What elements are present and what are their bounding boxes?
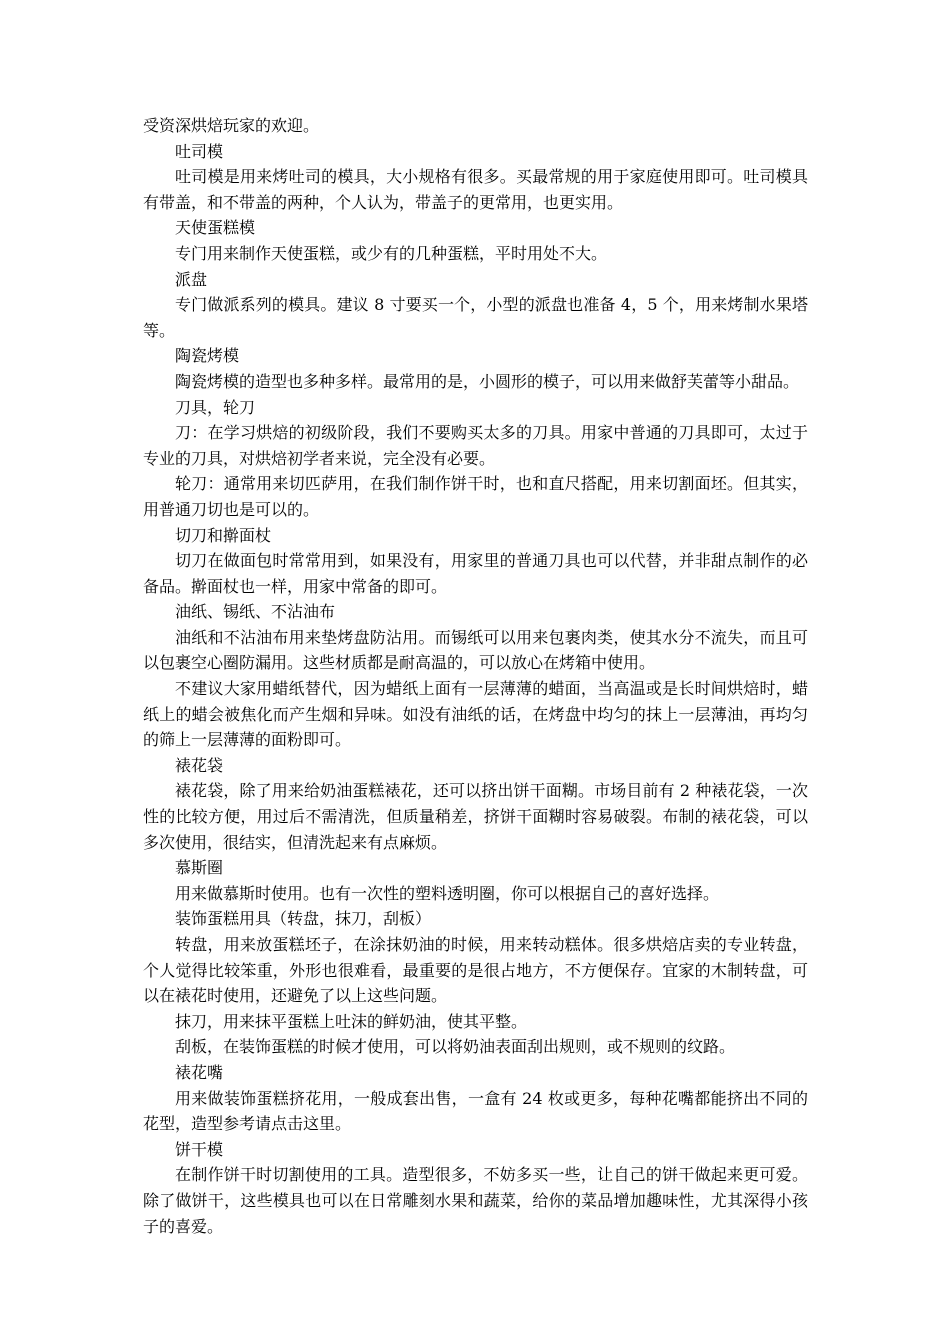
heading-mousse-ring: 慕斯圈 <box>175 858 224 878</box>
paragraph-cookie-cutter: 在制作饼干时切割使用的工具。造型很多，不妨多买一些，让自己的饼干做起来更可爱。除了做饼干，这些模具也可以在日常雕刻水果和蔬菜，给你的菜品增加趣味性，尤其深得小孩子的喜爱。 <box>143 1165 808 1236</box>
heading-pie-pan: 派盘 <box>175 269 208 289</box>
paragraph-intro: 受资深烘焙玩家的欢迎。 <box>143 116 320 135</box>
document-page <box>143 113 808 1239</box>
paragraph-angel-cake-mold: 专门用来制作天使蛋糕，或少有的几种蛋糕，平时用处不大。 <box>175 243 608 263</box>
paragraph-spatula: 抹刀，用来抹平蛋糕上吐沫的鲜奶油，使其平整。 <box>175 1011 528 1031</box>
paragraph-piping-bag: 裱花袋，除了用来给奶油蛋糕裱花，还可以挤出饼干面糊。市场目前有 2 种裱花袋，一次性的比较方便，用过后不需清洗，但质量稍差，挤饼干面糊时容易破裂。布制的裱花袋，可以多次使用，很结实，但清洗起来有点麻烦。 <box>143 781 808 852</box>
heading-knives: 刀具，轮刀 <box>175 397 256 417</box>
paragraph-wheel-cutter: 轮刀：通常用来切匹萨用，在我们制作饼干时，也和直尺搭配，用来切割面坯。但其实，用普通刀切也是可以的。 <box>143 474 808 519</box>
paragraph-pie-pan: 专门做派系列的模具。建议 8 寸要买一个，小型的派盘也准备 4，5 个，用来烤制水果塔等。 <box>143 295 808 340</box>
heading-piping-tips: 裱花嘴 <box>175 1062 224 1082</box>
heading-decorating-tools: 装饰蛋糕用具（转盘，抹刀，刮板） <box>175 909 432 929</box>
paragraph-ceramic-mold: 陶瓷烤模的造型也多种多样。最常用的是，小圆形的模子，可以用来做舒芙蕾等小甜品。 <box>175 371 800 391</box>
heading-cookie-cutter: 饼干模 <box>175 1139 224 1159</box>
heading-baking-paper: 油纸、锡纸、不沾油布 <box>175 602 336 622</box>
heading-cutter-rolling-pin: 切刀和擀面杖 <box>175 525 272 545</box>
paragraph-cutter-rolling-pin: 切刀在做面包时常常用到，如果没有，用家里的普通刀具也可以代替，并非甜点制作的必备品。擀面杖也一样，用家中常备的即可。 <box>143 551 808 596</box>
paragraph-turntable: 转盘，用来放蛋糕坯子，在涂抹奶油的时候，用来转动糕体。很多烘焙店卖的专业转盘，个人觉得比较笨重，外形也很难看，最重要的是很占地方，不方便保存。宜家的木制转盘，可以在裱花时使用，还避免了以上这些问题。 <box>143 935 808 1006</box>
paragraph-piping-tips: 用来做装饰蛋糕挤花用，一般成套出售，一盒有 24 枚或更多，每种花嘴都能挤出不同的花型，造型参考请点击这里。 <box>143 1088 808 1134</box>
heading-toast-mold: 吐司模 <box>175 141 224 161</box>
heading-piping-bag: 裱花袋 <box>175 755 224 775</box>
paragraph-toast-mold: 吐司模是用来烤吐司的模具，大小规格有很多。买最常规的用于家庭使用即可。吐司模具有带盖，和不带盖的两种，个人认为，带盖子的更常用，也更实用。 <box>143 167 808 212</box>
heading-ceramic-mold: 陶瓷烤模 <box>175 346 240 366</box>
paragraph-scraper: 刮板，在装饰蛋糕的时候才使用，可以将奶油表面刮出规则，或不规则的纹路。 <box>175 1037 736 1057</box>
paragraph-knife: 刀：在学习烘焙的初级阶段，我们不要购买太多的刀具。用家中普通的刀具即可，太过于专业的刀具，对烘焙初学者来说，完全没有必要。 <box>143 423 808 468</box>
paragraph-mousse-ring: 用来做慕斯时使用。也有一次性的塑料透明圈，你可以根据自己的喜好选择。 <box>175 883 720 903</box>
paragraph-wax-paper: 不建议大家用蜡纸替代，因为蜡纸上面有一层薄薄的蜡面，当高温或是长时间烘焙时，蜡纸上的蜡会被焦化而产生烟和异味。如没有油纸的话，在烤盘中均匀的抹上一层薄油，再均匀的筛上一层薄薄的面粉即可。 <box>143 679 808 750</box>
heading-angel-cake-mold: 天使蛋糕模 <box>175 218 256 238</box>
paragraph-baking-paper: 油纸和不沾油布用来垫烤盘防沾用。而锡纸可以用来包裹肉类，使其水分不流失，而且可以包裹空心圈防漏用。这些材质都是耐高温的，可以放心在烤箱中使用。 <box>143 627 808 673</box>
